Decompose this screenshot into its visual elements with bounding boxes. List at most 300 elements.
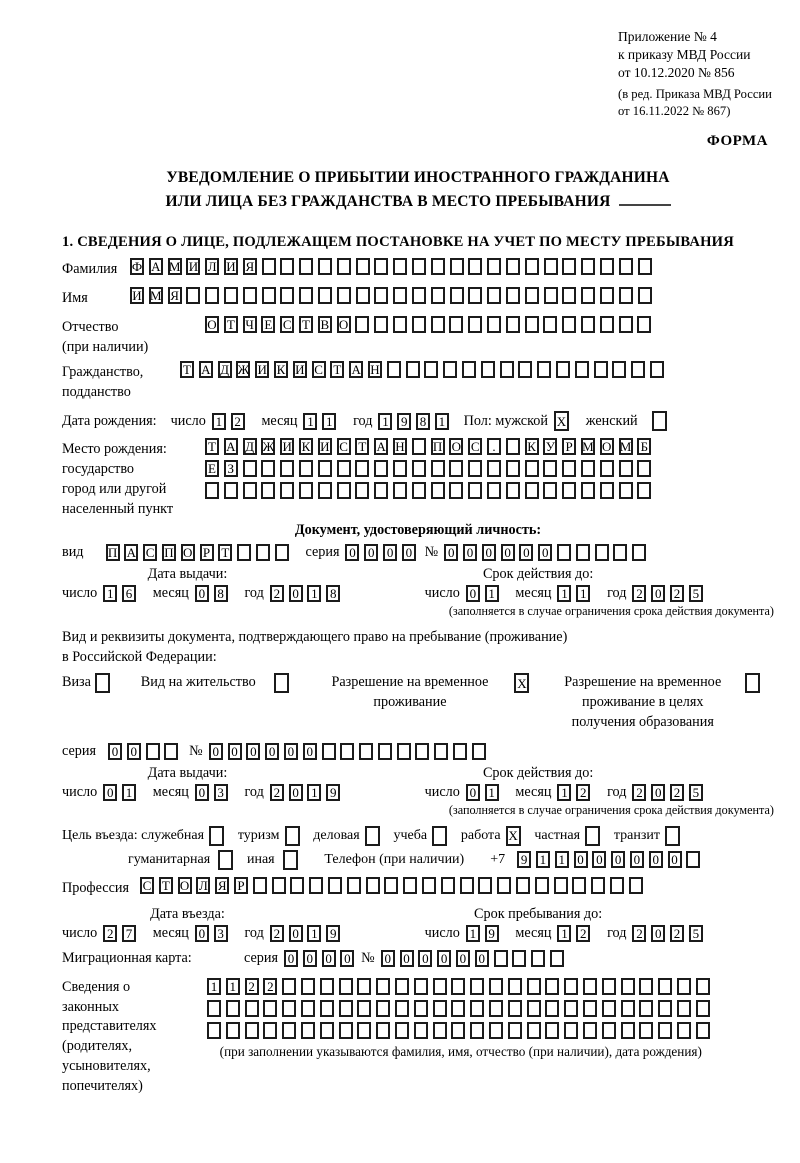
char-cell[interactable]: Е (205, 460, 219, 477)
char-cell[interactable] (318, 460, 332, 477)
char-cell[interactable]: О (181, 544, 195, 561)
char-cell[interactable] (226, 1022, 240, 1039)
char-cell[interactable]: О (449, 438, 463, 455)
char-cell[interactable] (412, 316, 426, 333)
char-cell[interactable] (387, 361, 401, 378)
char-cell[interactable] (374, 316, 388, 333)
char-cell[interactable]: 8 (214, 585, 228, 602)
char-cell[interactable] (470, 1022, 484, 1039)
char-cell[interactable] (629, 877, 643, 894)
char-cell[interactable]: 6 (122, 585, 136, 602)
char-cell[interactable] (468, 316, 482, 333)
char-cell[interactable] (340, 743, 354, 760)
char-cell[interactable] (366, 877, 380, 894)
char-cell[interactable] (275, 544, 289, 561)
char-cell[interactable] (677, 1000, 691, 1017)
char-cell[interactable] (347, 877, 361, 894)
char-cell[interactable] (639, 1000, 653, 1017)
char-cell[interactable]: 1 (226, 978, 240, 995)
char-cell[interactable] (531, 950, 545, 967)
char-cell[interactable]: 2 (670, 925, 684, 942)
char-cell[interactable]: X (554, 411, 569, 431)
char-cell[interactable] (422, 877, 436, 894)
char-cell[interactable]: 0 (475, 950, 489, 967)
char-cell[interactable]: 9 (517, 851, 531, 868)
char-cell[interactable]: 0 (418, 950, 432, 967)
char-cell[interactable] (686, 851, 700, 868)
char-cell[interactable]: 0 (437, 950, 451, 967)
char-cell[interactable] (562, 316, 576, 333)
char-cell[interactable] (253, 877, 267, 894)
char-cell[interactable]: 0 (651, 784, 665, 801)
char-cell[interactable] (309, 877, 323, 894)
char-cell[interactable] (562, 482, 576, 499)
char-cell[interactable] (658, 1000, 672, 1017)
char-cell[interactable] (299, 258, 313, 275)
char-cell[interactable] (639, 1022, 653, 1039)
char-cell[interactable]: А (149, 258, 163, 275)
char-cell[interactable] (337, 287, 351, 304)
char-cell[interactable] (621, 1000, 635, 1017)
char-cell[interactable] (745, 673, 760, 693)
char-cell[interactable] (376, 978, 390, 995)
char-cell[interactable] (432, 826, 447, 846)
char-cell[interactable] (525, 482, 539, 499)
char-cell[interactable] (395, 978, 409, 995)
char-cell[interactable]: 2 (270, 925, 284, 942)
char-cell[interactable] (581, 316, 595, 333)
char-cell[interactable] (506, 438, 520, 455)
char-cell[interactable] (299, 460, 313, 477)
char-cell[interactable] (478, 877, 492, 894)
char-cell[interactable] (602, 1022, 616, 1039)
char-cell[interactable] (378, 743, 392, 760)
char-cell[interactable]: 1 (557, 585, 571, 602)
char-cell[interactable] (282, 1022, 296, 1039)
char-cell[interactable] (146, 743, 160, 760)
char-cell[interactable]: Ж (237, 361, 250, 377)
char-cell[interactable]: 0 (651, 585, 665, 602)
char-cell[interactable] (224, 287, 238, 304)
char-cell[interactable] (470, 1000, 484, 1017)
char-cell[interactable]: 0 (284, 950, 298, 967)
char-cell[interactable] (226, 1000, 240, 1017)
char-cell[interactable]: 2 (231, 413, 245, 430)
char-cell[interactable] (487, 482, 501, 499)
char-cell[interactable] (356, 287, 370, 304)
char-cell[interactable]: 2 (270, 784, 284, 801)
char-cell[interactable] (164, 743, 178, 760)
char-cell[interactable] (376, 1022, 390, 1039)
char-cell[interactable] (562, 287, 576, 304)
char-cell[interactable] (261, 460, 275, 477)
char-cell[interactable] (433, 978, 447, 995)
char-cell[interactable]: Т (159, 877, 173, 894)
char-cell[interactable] (576, 544, 590, 561)
char-cell[interactable] (412, 482, 426, 499)
char-cell[interactable] (595, 544, 609, 561)
char-cell[interactable]: 1 (435, 413, 449, 430)
char-cell[interactable]: 0 (345, 544, 359, 561)
char-cell[interactable] (600, 287, 614, 304)
char-cell[interactable] (403, 877, 417, 894)
char-cell[interactable]: П (106, 544, 120, 561)
char-cell[interactable] (665, 826, 680, 846)
char-cell[interactable] (468, 482, 482, 499)
char-cell[interactable]: 0 (538, 544, 552, 561)
char-cell[interactable] (374, 258, 388, 275)
char-cell[interactable] (320, 1000, 334, 1017)
char-cell[interactable] (282, 1000, 296, 1017)
char-cell[interactable] (600, 258, 614, 275)
char-cell[interactable] (357, 1022, 371, 1039)
char-cell[interactable] (652, 411, 667, 431)
char-cell[interactable]: 5 (689, 784, 703, 801)
char-cell[interactable]: О (178, 877, 192, 894)
char-cell[interactable] (374, 482, 388, 499)
char-cell[interactable] (696, 978, 710, 995)
char-cell[interactable] (453, 743, 467, 760)
char-cell[interactable] (283, 850, 298, 870)
char-cell[interactable] (621, 1022, 635, 1039)
char-cell[interactable]: 0 (402, 544, 416, 561)
char-cell[interactable]: Т (205, 438, 219, 455)
char-cell[interactable]: 1 (307, 585, 321, 602)
char-cell[interactable]: 1 (557, 784, 571, 801)
char-cell[interactable] (638, 287, 652, 304)
char-cell[interactable]: 1 (576, 585, 590, 602)
char-cell[interactable] (414, 1000, 428, 1017)
char-cell[interactable] (243, 482, 257, 499)
char-cell[interactable] (256, 544, 270, 561)
char-cell[interactable]: 0 (246, 743, 260, 760)
char-cell[interactable]: Л (205, 258, 219, 275)
char-cell[interactable] (365, 826, 380, 846)
char-cell[interactable] (489, 1022, 503, 1039)
char-cell[interactable]: 0 (381, 950, 395, 967)
char-cell[interactable] (272, 877, 286, 894)
char-cell[interactable] (639, 978, 653, 995)
char-cell[interactable] (602, 978, 616, 995)
char-cell[interactable]: И (224, 258, 238, 275)
char-cell[interactable]: О (337, 316, 351, 333)
char-cell[interactable] (572, 877, 586, 894)
char-cell[interactable] (487, 258, 501, 275)
char-cell[interactable] (696, 1000, 710, 1017)
char-cell[interactable] (494, 950, 508, 967)
char-cell[interactable] (677, 1022, 691, 1039)
char-cell[interactable] (557, 544, 571, 561)
char-cell[interactable] (462, 361, 476, 378)
char-cell[interactable]: И (280, 438, 294, 455)
char-cell[interactable]: 2 (632, 925, 646, 942)
char-cell[interactable] (320, 978, 334, 995)
char-cell[interactable]: Я (168, 287, 182, 304)
char-cell[interactable]: 0 (289, 784, 303, 801)
char-cell[interactable] (591, 877, 605, 894)
char-cell[interactable] (544, 258, 558, 275)
char-cell[interactable] (468, 258, 482, 275)
char-cell[interactable]: А (199, 361, 213, 378)
char-cell[interactable] (207, 1000, 221, 1017)
char-cell[interactable] (449, 460, 463, 477)
char-cell[interactable]: 1 (103, 585, 117, 602)
char-cell[interactable]: 2 (670, 784, 684, 801)
char-cell[interactable] (415, 743, 429, 760)
char-cell[interactable] (374, 460, 388, 477)
char-cell[interactable] (619, 258, 633, 275)
char-cell[interactable] (376, 1000, 390, 1017)
char-cell[interactable] (280, 258, 294, 275)
char-cell[interactable]: А (349, 361, 363, 378)
char-cell[interactable] (356, 258, 370, 275)
char-cell[interactable] (506, 316, 520, 333)
char-cell[interactable]: С (143, 544, 157, 561)
char-cell[interactable] (472, 743, 486, 760)
char-cell[interactable] (631, 361, 645, 378)
char-cell[interactable] (527, 1022, 541, 1039)
char-cell[interactable]: X (506, 826, 521, 846)
char-cell[interactable] (677, 978, 691, 995)
char-cell[interactable]: 1 (466, 925, 480, 942)
char-cell[interactable]: С (337, 438, 351, 455)
char-cell[interactable]: И (318, 438, 332, 455)
char-cell[interactable]: 0 (649, 851, 663, 868)
char-cell[interactable]: 2 (670, 585, 684, 602)
char-cell[interactable] (637, 316, 651, 333)
char-cell[interactable]: 0 (289, 925, 303, 942)
char-cell[interactable] (554, 877, 568, 894)
char-cell[interactable]: 0 (466, 585, 480, 602)
char-cell[interactable] (318, 287, 332, 304)
char-cell[interactable] (320, 1022, 334, 1039)
char-cell[interactable] (545, 1000, 559, 1017)
char-cell[interactable] (282, 978, 296, 995)
char-cell[interactable] (431, 258, 445, 275)
char-cell[interactable] (393, 316, 407, 333)
char-cell[interactable] (545, 978, 559, 995)
char-cell[interactable] (207, 1022, 221, 1039)
char-cell[interactable] (395, 1022, 409, 1039)
char-cell[interactable] (543, 482, 557, 499)
char-cell[interactable]: Р (200, 544, 214, 561)
char-cell[interactable]: 2 (632, 784, 646, 801)
char-cell[interactable]: 0 (482, 544, 496, 561)
char-cell[interactable]: 9 (485, 925, 499, 942)
char-cell[interactable] (95, 673, 110, 693)
char-cell[interactable]: X (514, 673, 529, 693)
char-cell[interactable]: 0 (195, 585, 209, 602)
char-cell[interactable] (328, 877, 342, 894)
char-cell[interactable] (355, 316, 369, 333)
char-cell[interactable]: Е (261, 316, 275, 333)
char-cell[interactable] (562, 258, 576, 275)
char-cell[interactable] (602, 1000, 616, 1017)
char-cell[interactable] (637, 482, 651, 499)
char-cell[interactable] (637, 460, 651, 477)
char-cell[interactable] (525, 460, 539, 477)
char-cell[interactable]: 0 (611, 851, 625, 868)
char-cell[interactable] (412, 460, 426, 477)
char-cell[interactable] (393, 482, 407, 499)
char-cell[interactable] (414, 1022, 428, 1039)
char-cell[interactable]: 2 (263, 978, 277, 995)
char-cell[interactable] (581, 287, 595, 304)
char-cell[interactable] (470, 978, 484, 995)
char-cell[interactable]: 3 (214, 925, 228, 942)
char-cell[interactable]: С (468, 438, 482, 455)
char-cell[interactable] (412, 258, 426, 275)
char-cell[interactable]: 0 (400, 950, 414, 967)
char-cell[interactable]: Р (562, 438, 576, 455)
char-cell[interactable] (696, 1022, 710, 1039)
char-cell[interactable] (412, 287, 426, 304)
char-cell[interactable]: 2 (576, 925, 590, 942)
char-cell[interactable] (243, 287, 257, 304)
char-cell[interactable] (393, 258, 407, 275)
char-cell[interactable] (393, 287, 407, 304)
char-cell[interactable] (224, 482, 238, 499)
char-cell[interactable] (468, 287, 482, 304)
char-cell[interactable] (443, 361, 457, 378)
char-cell[interactable]: 1 (485, 784, 499, 801)
char-cell[interactable]: И (130, 287, 144, 304)
char-cell[interactable] (619, 460, 633, 477)
char-cell[interactable]: Н (368, 361, 382, 378)
char-cell[interactable] (575, 361, 589, 378)
char-cell[interactable]: П (431, 438, 445, 455)
char-cell[interactable] (451, 1000, 465, 1017)
char-cell[interactable] (299, 287, 313, 304)
char-cell[interactable]: 0 (303, 950, 317, 967)
char-cell[interactable]: К (274, 361, 288, 378)
char-cell[interactable] (537, 361, 551, 378)
char-cell[interactable]: 0 (209, 743, 223, 760)
char-cell[interactable]: 2 (245, 978, 259, 995)
char-cell[interactable] (451, 1022, 465, 1039)
char-cell[interactable]: 9 (397, 413, 411, 430)
char-cell[interactable] (497, 877, 511, 894)
char-cell[interactable] (424, 361, 438, 378)
char-cell[interactable]: П (162, 544, 176, 561)
char-cell[interactable] (218, 850, 233, 870)
char-cell[interactable]: Т (180, 361, 194, 378)
char-cell[interactable] (564, 1000, 578, 1017)
char-cell[interactable] (594, 361, 608, 378)
char-cell[interactable] (562, 460, 576, 477)
char-cell[interactable] (581, 258, 595, 275)
char-cell[interactable] (299, 482, 313, 499)
char-cell[interactable]: 0 (519, 544, 533, 561)
char-cell[interactable] (612, 361, 626, 378)
char-cell[interactable] (525, 287, 539, 304)
char-cell[interactable]: Ж (262, 439, 275, 455)
char-cell[interactable] (262, 287, 276, 304)
char-cell[interactable]: 0 (456, 950, 470, 967)
char-cell[interactable]: 1 (307, 784, 321, 801)
char-cell[interactable]: Я (215, 877, 229, 894)
char-cell[interactable]: 0 (574, 851, 588, 868)
char-cell[interactable] (186, 287, 200, 304)
char-cell[interactable] (535, 877, 549, 894)
char-cell[interactable] (205, 482, 219, 499)
char-cell[interactable]: 0 (592, 851, 606, 868)
char-cell[interactable] (449, 316, 463, 333)
char-cell[interactable] (518, 361, 532, 378)
char-cell[interactable] (658, 1022, 672, 1039)
char-cell[interactable]: О (600, 438, 614, 455)
char-cell[interactable]: 0 (463, 544, 477, 561)
char-cell[interactable] (585, 826, 600, 846)
char-cell[interactable] (610, 877, 624, 894)
char-cell[interactable]: А (124, 544, 138, 561)
char-cell[interactable]: 3 (214, 784, 228, 801)
char-cell[interactable]: И (255, 361, 269, 378)
char-cell[interactable]: 5 (689, 925, 703, 942)
char-cell[interactable] (357, 1000, 371, 1017)
char-cell[interactable] (237, 544, 251, 561)
char-cell[interactable] (412, 438, 426, 455)
char-cell[interactable] (245, 1000, 259, 1017)
char-cell[interactable]: 0 (289, 585, 303, 602)
char-cell[interactable] (556, 361, 570, 378)
char-cell[interactable]: И (186, 258, 200, 275)
char-cell[interactable] (290, 877, 304, 894)
char-cell[interactable]: 0 (651, 925, 665, 942)
char-cell[interactable]: З (224, 460, 238, 477)
char-cell[interactable] (525, 258, 539, 275)
char-cell[interactable] (431, 316, 445, 333)
char-cell[interactable] (619, 316, 633, 333)
char-cell[interactable] (527, 1000, 541, 1017)
char-cell[interactable] (263, 1022, 277, 1039)
char-cell[interactable] (397, 743, 411, 760)
char-cell[interactable]: 0 (195, 925, 209, 942)
char-cell[interactable] (525, 316, 539, 333)
char-cell[interactable] (508, 978, 522, 995)
char-cell[interactable]: О (205, 316, 219, 333)
char-cell[interactable] (450, 258, 464, 275)
char-cell[interactable]: Л (196, 877, 210, 894)
char-cell[interactable]: Ф (131, 259, 143, 275)
char-cell[interactable]: 1 (322, 413, 336, 430)
char-cell[interactable]: У (543, 438, 557, 455)
char-cell[interactable]: С (140, 877, 154, 894)
char-cell[interactable] (487, 460, 501, 477)
char-cell[interactable] (393, 460, 407, 477)
char-cell[interactable] (564, 978, 578, 995)
char-cell[interactable]: 0 (322, 950, 336, 967)
char-cell[interactable] (460, 877, 474, 894)
char-cell[interactable] (262, 258, 276, 275)
char-cell[interactable] (434, 743, 448, 760)
char-cell[interactable] (658, 978, 672, 995)
char-cell[interactable]: Т (355, 438, 369, 455)
char-cell[interactable] (433, 1022, 447, 1039)
char-cell[interactable] (600, 482, 614, 499)
char-cell[interactable]: Д (243, 438, 257, 455)
char-cell[interactable] (500, 361, 514, 378)
char-cell[interactable] (506, 287, 520, 304)
char-cell[interactable]: 7 (122, 925, 136, 942)
char-cell[interactable]: М (619, 439, 632, 455)
char-cell[interactable] (274, 673, 289, 693)
char-cell[interactable]: 8 (416, 413, 430, 430)
char-cell[interactable]: 0 (103, 784, 117, 801)
char-cell[interactable] (431, 287, 445, 304)
char-cell[interactable] (339, 978, 353, 995)
char-cell[interactable] (544, 287, 558, 304)
